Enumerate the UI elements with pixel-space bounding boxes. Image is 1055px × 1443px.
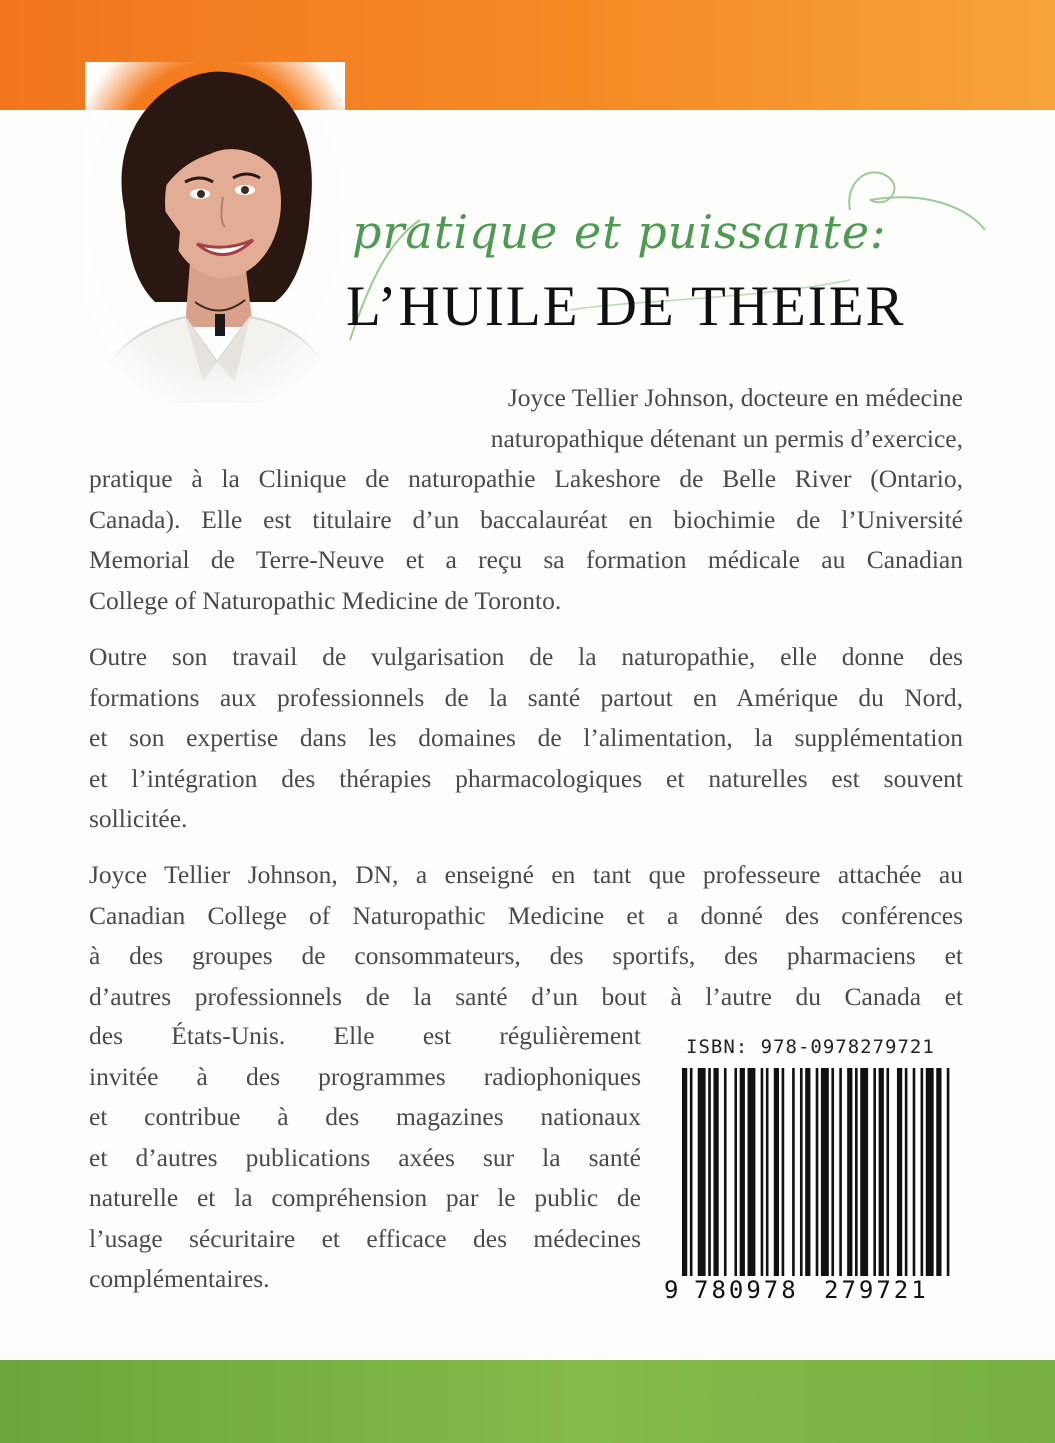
- text-line: formations aux professionnels de la santé partout en Amérique du Nord,: [89, 682, 963, 712]
- text-line: d’autres professionnels de la santé d’un bout à l’autre du Canada et: [89, 981, 963, 1011]
- text-line: sollicitée.: [89, 804, 188, 833]
- bio-paragraph-3-continued: [89, 1016, 641, 1300]
- isbn-label: ISBN: 978-0978279721: [686, 1036, 935, 1058]
- text-line: College of Naturopathic Medicine de Toronto.: [89, 585, 562, 615]
- bio-paragraph-1: [89, 378, 963, 621]
- bio-paragraph-2: [89, 637, 963, 840]
- author-portrait-icon: [85, 62, 345, 402]
- text-line: Joyce Tellier Johnson, docteure en médecine: [507, 383, 963, 412]
- text-line: et contribue à des magazines nationaux: [89, 1102, 641, 1131]
- barcode-digits-right: 279721: [824, 1276, 929, 1304]
- text-line: et d’autres publications axées sur la santé: [89, 1142, 641, 1172]
- text-line: pratique à la Clinique de naturopathie Lakeshore de Belle River (Ontario,: [89, 464, 963, 493]
- text-line: naturelle et la compréhension par le public de: [89, 1183, 641, 1212]
- text-line: Canadian College of Naturopathic Medicine et a donné des conférences: [89, 900, 963, 930]
- text-line: complémentaires.: [89, 1264, 270, 1293]
- text-line: naturopathique détenant un permis d’exercice,: [490, 423, 963, 453]
- text-line: Memorial de Terre-Neuve et a reçu sa formation médicale au Canadian: [89, 545, 963, 574]
- barcode-digits-left: 780978: [694, 1276, 799, 1304]
- bottom-color-band: [0, 1360, 1055, 1443]
- barcode-icon: [682, 1068, 952, 1276]
- text-line: invitée à des programmes radiophoniques: [89, 1061, 641, 1091]
- bio-paragraph-3: [89, 855, 963, 1017]
- text-line: et son expertise dans les domaines de l’alimentation, la supplémentation: [89, 723, 963, 752]
- text-line: l’usage sécuritaire et efficace des médecines: [89, 1223, 641, 1253]
- book-title: L’HUILE DE THEIER: [346, 275, 906, 338]
- text-line: Canada). Elle est titulaire d’un baccalauréat en biochimie de l’Université: [89, 504, 963, 534]
- isbn-barcode: [662, 1032, 962, 1307]
- text-line: à des groupes de consommateurs, des sportifs, des pharmaciens et: [89, 941, 963, 970]
- barcode-digit-first: 9: [664, 1276, 679, 1304]
- text-line: Outre son travail de vulgarisation de la naturopathie, elle donne des: [89, 642, 963, 671]
- title-tagline: pratique et puissante:: [352, 205, 887, 259]
- text-line: et l’intégration des thérapies pharmacologiques et naturelles est souvent: [89, 763, 963, 793]
- text-line: des États-Unis. Elle est régulièrement: [89, 1021, 641, 1050]
- text-line: Joyce Tellier Johnson, DN, a enseigné en tant que professeure attachée au: [89, 860, 963, 889]
